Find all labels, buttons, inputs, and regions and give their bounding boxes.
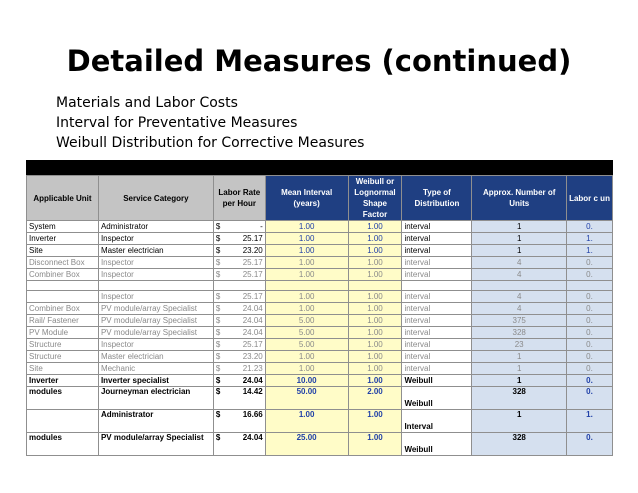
table-row — [27, 351, 613, 363]
rate-value: 21.23 — [242, 363, 263, 373]
cell-labor-rate — [213, 269, 265, 281]
cell-distribution-type: interval — [402, 221, 472, 233]
currency-symbol: $ — [215, 375, 221, 385]
cell-applicable-unit: Structure — [27, 351, 99, 363]
cell-mean-interval: 1.00 — [265, 269, 348, 281]
spacer-cell — [348, 281, 402, 291]
cell-labor-cost: 0. — [567, 351, 613, 363]
cell-labor-cost: 0. — [567, 291, 613, 303]
cell-shape-factor: 1.00 — [348, 433, 402, 456]
cell-distribution-type: interval — [402, 315, 472, 327]
cell-distribution-type: interval — [402, 233, 472, 245]
cell-labor-cost: 0. — [567, 375, 613, 387]
spacer-cell — [27, 281, 99, 291]
table-row — [27, 221, 613, 233]
cell-labor-rate — [213, 315, 265, 327]
cell-labor-rate — [213, 363, 265, 375]
spacer-cell — [213, 281, 265, 291]
cell-shape-factor: 1.00 — [348, 315, 402, 327]
cell-mean-interval: 1.00 — [265, 410, 348, 433]
rate-value: 25.17 — [242, 233, 263, 243]
cell-service-category: Inspector — [98, 257, 213, 269]
cell-shape-factor: 2.00 — [348, 387, 402, 410]
table-row — [27, 327, 613, 339]
header-labor-cost: Labor c un — [567, 176, 613, 221]
cell-shape-factor: 1.00 — [348, 339, 402, 351]
cell-mean-interval: 50.00 — [265, 387, 348, 410]
header-number-of-units: Approx. Number of Units — [472, 176, 567, 221]
table-row — [27, 291, 613, 303]
cell-number-of-units: 1 — [472, 221, 567, 233]
table-row — [27, 433, 613, 456]
currency-symbol: $ — [215, 387, 221, 396]
cell-applicable-unit: Inverter — [27, 233, 99, 245]
cell-service-category: Mechanic — [98, 363, 213, 375]
cell-number-of-units: 23 — [472, 339, 567, 351]
cell-applicable-unit — [27, 410, 99, 433]
currency-symbol: $ — [215, 327, 221, 337]
rate-value: 23.20 — [242, 351, 263, 361]
currency-symbol: $ — [215, 245, 221, 255]
cell-labor-cost: 0. — [567, 303, 613, 315]
table-row — [27, 375, 613, 387]
cell-applicable-unit: Combiner Box — [27, 303, 99, 315]
currency-symbol: $ — [215, 315, 221, 325]
rate-value: 14.42 — [242, 387, 263, 396]
cell-service-category: PV module/array Specialist — [98, 327, 213, 339]
rate-value: 25.17 — [242, 339, 263, 349]
cell-distribution-type: interval — [402, 291, 472, 303]
cell-labor-rate — [213, 291, 265, 303]
cell-number-of-units: 1 — [472, 363, 567, 375]
spacer-cell — [98, 281, 213, 291]
spacer-row — [27, 281, 613, 291]
cell-service-category: Inspector — [98, 339, 213, 351]
cell-applicable-unit: Site — [27, 363, 99, 375]
cell-number-of-units: 328 — [472, 433, 567, 456]
cell-labor-cost: 0. — [567, 363, 613, 375]
cell-applicable-unit: Structure — [27, 339, 99, 351]
cell-service-category: PV module/array Specialist — [98, 315, 213, 327]
cell-labor-rate — [213, 303, 265, 315]
cell-shape-factor: 1.00 — [348, 363, 402, 375]
cell-number-of-units: 375 — [472, 315, 567, 327]
header-distribution-type: Type of Distribution — [402, 176, 472, 221]
cell-distribution-type: interval — [402, 339, 472, 351]
cell-shape-factor: 1.00 — [348, 269, 402, 281]
cell-service-category: Journeyman electrician — [98, 387, 213, 410]
cell-distribution-type: Weibull — [402, 387, 472, 410]
subtitle-list — [56, 93, 364, 153]
cell-applicable-unit: Disconnect Box — [27, 257, 99, 269]
cell-mean-interval: 25.00 — [265, 433, 348, 456]
currency-symbol: $ — [215, 410, 221, 419]
cell-number-of-units: 4 — [472, 303, 567, 315]
sheet-top-bar — [26, 160, 613, 175]
cell-mean-interval: 1.00 — [265, 257, 348, 269]
cell-mean-interval: 5.00 — [265, 315, 348, 327]
cell-distribution-type: interval — [402, 245, 472, 257]
cell-mean-interval: 1.00 — [265, 351, 348, 363]
table-row — [27, 363, 613, 375]
cell-shape-factor: 1.00 — [348, 291, 402, 303]
cell-number-of-units: 1 — [472, 375, 567, 387]
cell-shape-factor: 1.00 — [348, 303, 402, 315]
cell-service-category: Administrator — [98, 221, 213, 233]
cell-applicable-unit: Inverter — [27, 375, 99, 387]
cell-labor-rate — [213, 327, 265, 339]
cell-distribution-type: interval — [402, 257, 472, 269]
cell-number-of-units: 1 — [472, 245, 567, 257]
cell-number-of-units: 1 — [472, 351, 567, 363]
cell-number-of-units: 4 — [472, 257, 567, 269]
table-body — [27, 221, 613, 456]
spacer-cell — [472, 281, 567, 291]
rate-value: - — [260, 221, 263, 231]
cell-distribution-type: interval — [402, 351, 472, 363]
rate-value: 24.04 — [242, 315, 263, 325]
cell-mean-interval: 1.00 — [265, 245, 348, 257]
cell-labor-rate — [213, 433, 265, 456]
cell-mean-interval: 1.00 — [265, 233, 348, 245]
cell-distribution-type: interval — [402, 303, 472, 315]
subtitle-line: Weibull Distribution for Corrective Measures — [56, 135, 365, 151]
header-shape-factor: Weibull or Lognormal Shape Factor — [348, 176, 402, 221]
cell-mean-interval: 1.00 — [265, 221, 348, 233]
cell-mean-interval: 10.00 — [265, 375, 348, 387]
cell-service-category: Inspector — [98, 291, 213, 303]
currency-symbol: $ — [215, 433, 221, 442]
rate-value: 24.04 — [242, 375, 263, 385]
rate-value: 25.17 — [242, 269, 263, 279]
cell-labor-cost: 1. — [567, 410, 613, 433]
cell-service-category: Master electrician — [98, 351, 213, 363]
cell-shape-factor: 1.00 — [348, 410, 402, 433]
table-row — [27, 410, 613, 433]
cell-labor-rate — [213, 221, 265, 233]
cell-number-of-units: 4 — [472, 269, 567, 281]
cell-service-category: Inspector — [98, 233, 213, 245]
cell-shape-factor: 1.00 — [348, 351, 402, 363]
currency-symbol: $ — [215, 363, 221, 373]
cell-number-of-units: 1 — [472, 233, 567, 245]
spacer-cell — [265, 281, 348, 291]
cell-number-of-units: 328 — [472, 387, 567, 410]
cell-labor-cost: 1. — [567, 233, 613, 245]
cell-distribution-type: Interval — [402, 410, 472, 433]
cell-labor-rate — [213, 257, 265, 269]
currency-symbol: $ — [215, 257, 221, 267]
table-row — [27, 387, 613, 410]
cell-applicable-unit: Site — [27, 245, 99, 257]
header-labor-rate: Labor Rate per Hour — [213, 176, 265, 221]
table-row — [27, 233, 613, 245]
cell-shape-factor: 1.00 — [348, 233, 402, 245]
cell-labor-rate — [213, 387, 265, 410]
cell-shape-factor: 1.00 — [348, 257, 402, 269]
cell-labor-cost: 0. — [567, 257, 613, 269]
rate-value: 25.17 — [242, 291, 263, 301]
currency-symbol: $ — [215, 269, 221, 279]
slide-title: Detailed Measures (continued) — [66, 44, 572, 78]
cell-mean-interval: 1.00 — [265, 291, 348, 303]
currency-symbol: $ — [215, 351, 221, 361]
rate-value: 25.17 — [242, 257, 263, 267]
cell-labor-cost: 0. — [567, 221, 613, 233]
currency-symbol: $ — [215, 221, 221, 231]
cell-labor-rate — [213, 233, 265, 245]
spreadsheet-image — [26, 160, 613, 467]
rate-value: 16.66 — [242, 410, 263, 419]
currency-symbol: $ — [215, 233, 221, 243]
cell-applicable-unit: modules — [27, 433, 99, 456]
spacer-cell — [402, 281, 472, 291]
header-applicable-unit: Applicable Unit — [27, 176, 99, 221]
cell-labor-cost: 0. — [567, 315, 613, 327]
cell-labor-rate — [213, 245, 265, 257]
cell-service-category: Inverter specialist — [98, 375, 213, 387]
cell-labor-rate — [213, 375, 265, 387]
cell-distribution-type: Weibull — [402, 375, 472, 387]
cell-applicable-unit: modules — [27, 387, 99, 410]
cell-labor-rate — [213, 410, 265, 433]
cell-labor-cost: 0. — [567, 339, 613, 351]
cell-applicable-unit: Combiner Box — [27, 269, 99, 281]
cell-service-category: Administrator — [98, 410, 213, 433]
table-row — [27, 269, 613, 281]
cell-applicable-unit: PV Module — [27, 327, 99, 339]
header-mean-interval: Mean Interval (years) — [265, 176, 348, 221]
cell-shape-factor: 1.00 — [348, 245, 402, 257]
cell-distribution-type: interval — [402, 327, 472, 339]
spacer-cell — [567, 281, 613, 291]
cell-distribution-type: interval — [402, 363, 472, 375]
cell-distribution-type: interval — [402, 269, 472, 281]
cell-labor-cost: 0. — [567, 387, 613, 410]
cell-labor-cost: 0. — [567, 269, 613, 281]
cell-shape-factor: 1.00 — [348, 327, 402, 339]
currency-symbol: $ — [215, 339, 221, 349]
currency-symbol: $ — [215, 291, 221, 301]
cell-labor-rate — [213, 351, 265, 363]
table-row — [27, 303, 613, 315]
measures-table — [26, 175, 613, 456]
cell-number-of-units: 1 — [472, 410, 567, 433]
header-service-category: Service Category — [98, 176, 213, 221]
cell-service-category: Master electrician — [98, 245, 213, 257]
header-row — [27, 176, 613, 221]
table-row — [27, 257, 613, 269]
rate-value: 24.04 — [242, 303, 263, 313]
subtitle-line: Interval for Preventative Measures — [56, 115, 298, 131]
cell-mean-interval: 5.00 — [265, 327, 348, 339]
table-row — [27, 245, 613, 257]
rate-value: 23.20 — [242, 245, 263, 255]
cell-labor-cost: 1. — [567, 245, 613, 257]
cell-number-of-units: 328 — [472, 327, 567, 339]
cell-labor-cost: 0. — [567, 327, 613, 339]
cell-applicable-unit: Rail/ Fastener — [27, 315, 99, 327]
cell-number-of-units: 4 — [472, 291, 567, 303]
cell-service-category: Inspector — [98, 269, 213, 281]
cell-shape-factor: 1.00 — [348, 221, 402, 233]
cell-mean-interval: 5.00 — [265, 339, 348, 351]
rate-value: 24.04 — [242, 327, 263, 337]
cell-labor-rate — [213, 339, 265, 351]
cell-service-category: PV module/array Specialist — [98, 433, 213, 456]
table-row — [27, 315, 613, 327]
cell-applicable-unit: System — [27, 221, 99, 233]
cell-applicable-unit — [27, 291, 99, 303]
cell-shape-factor: 1.00 — [348, 375, 402, 387]
rate-value: 24.04 — [242, 433, 263, 442]
cell-mean-interval: 1.00 — [265, 363, 348, 375]
subtitle-line: Materials and Labor Costs — [56, 95, 238, 111]
cell-labor-cost: 0. — [567, 433, 613, 456]
cell-service-category: PV module/array Specialist — [98, 303, 213, 315]
cell-mean-interval: 1.00 — [265, 303, 348, 315]
currency-symbol: $ — [215, 303, 221, 313]
cell-distribution-type: Weibull — [402, 433, 472, 456]
table-row — [27, 339, 613, 351]
